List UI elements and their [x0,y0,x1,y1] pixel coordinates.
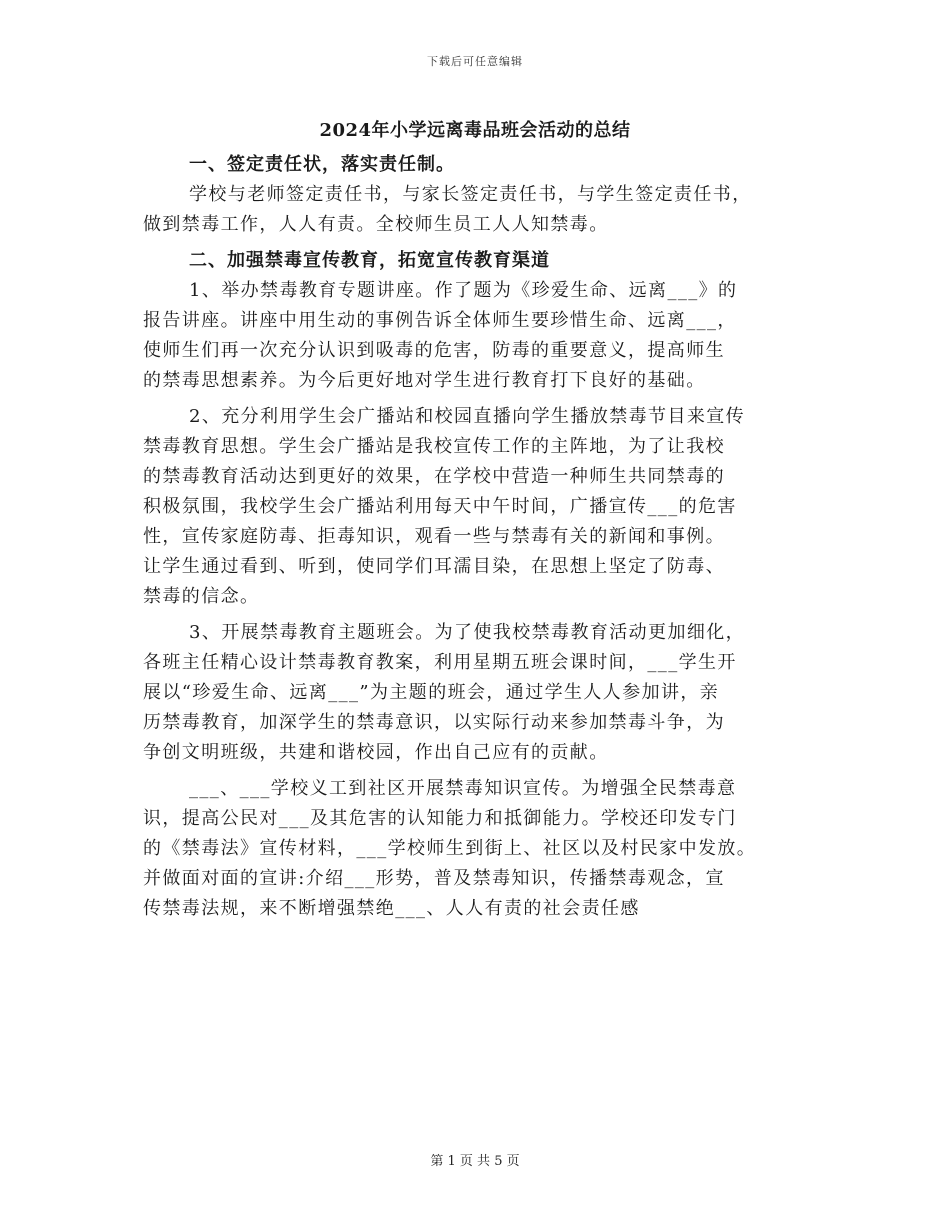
paragraph-line: 性，宣传家庭防毒、拒毒知识，观看一些与禁毒有关的新闻和事例。 [143,526,725,547]
document-body [143,150,823,924]
paragraph-line: 让学生通过看到、听到，使同学们耳濡目染，在思想上坚定了防毒、 [143,556,725,577]
paragraph-line: ___、___学校义工到社区开展禁毒知识宣传。为增强全民禁毒意 [189,778,737,799]
paragraph-line: 做到禁毒工作，人人有责。全校师生员工人人知禁毒。 [143,214,609,235]
paragraph-line: 传禁毒法规，来不断增强禁绝___、人人有责的社会责任感 [143,898,640,919]
paragraph-line: 的《禁毒法》宣传材料，___学校师生到街上、社区以及村民家中发放。 [143,838,757,859]
paragraph-line: 禁毒的信念。 [143,586,260,607]
paragraph-line: 2、充分利用学生会广播站和校园直播向学生播放禁毒节目来宣传 [189,406,746,427]
section-heading-2: 二、加强禁毒宣传教育，拓宽宣传教育渠道 [189,250,550,271]
paragraph-line: 禁毒教育思想。学生会广播站是我校宣传工作的主阵地，为了让我校 [143,436,725,457]
paragraph-line: 并做面对面的宣讲:介绍___形势，普及禁毒知识，传播禁毒观念，宣 [143,868,725,889]
paragraph-line: 报告讲座。讲座中用生动的事例告诉全体师生要珍惜生命、远离___， [143,310,737,331]
paragraph-line: 争创文明班级，共建和谐校园，作出自己应有的贡献。 [143,742,609,763]
paragraph-line: 识，提高公民对___及其危害的认知能力和抵御能力。学校还印发专门 [143,808,737,829]
header-note: 下载后可任意编辑 [427,55,523,68]
paragraph-line: 的禁毒教育活动达到更好的效果，在学校中营造一种师生共同禁毒的 [143,466,725,487]
page-footer: 第 1 页 共 5 页 [430,1154,520,1169]
paragraph-line: 展以“珍爱生命、远离___”为主题的班会，通过学生人人参加讲，亲 [143,682,720,703]
paragraph-line: 3、开展禁毒教育主题班会。为了使我校禁毒教育活动更加细化， [189,622,746,643]
paragraph-line: 积极氛围，我校学生会广播站利用每天中午时间，广播宣传___的危害 [143,496,737,517]
paragraph-line: 1、举办禁毒教育专题讲座。作了题为《珍爱生命、远离___》的 [189,280,738,301]
paragraph-line: 的禁毒思想素养。为今后更好地对学生进行教育打下良好的基础。 [143,370,706,391]
paragraph-line: 学校与老师签定责任书，与家长签定责任书，与学生签定责任书， [189,184,752,205]
document-title: 2024年小学远离毒品班会活动的总结 [319,120,631,141]
section-heading-1: 一、签定责任状，落实责任制。 [189,154,455,175]
paragraph-line: 各班主任精心设计禁毒教育教案，利用星期五班会课时间，___学生开 [143,652,737,673]
paragraph-line: 历禁毒教育，加深学生的禁毒意识，以实际行动来参加禁毒斗争，为 [143,712,725,733]
paragraph-line: 使师生们再一次充分认识到吸毒的危害，防毒的重要意义，提高师生 [143,340,725,361]
